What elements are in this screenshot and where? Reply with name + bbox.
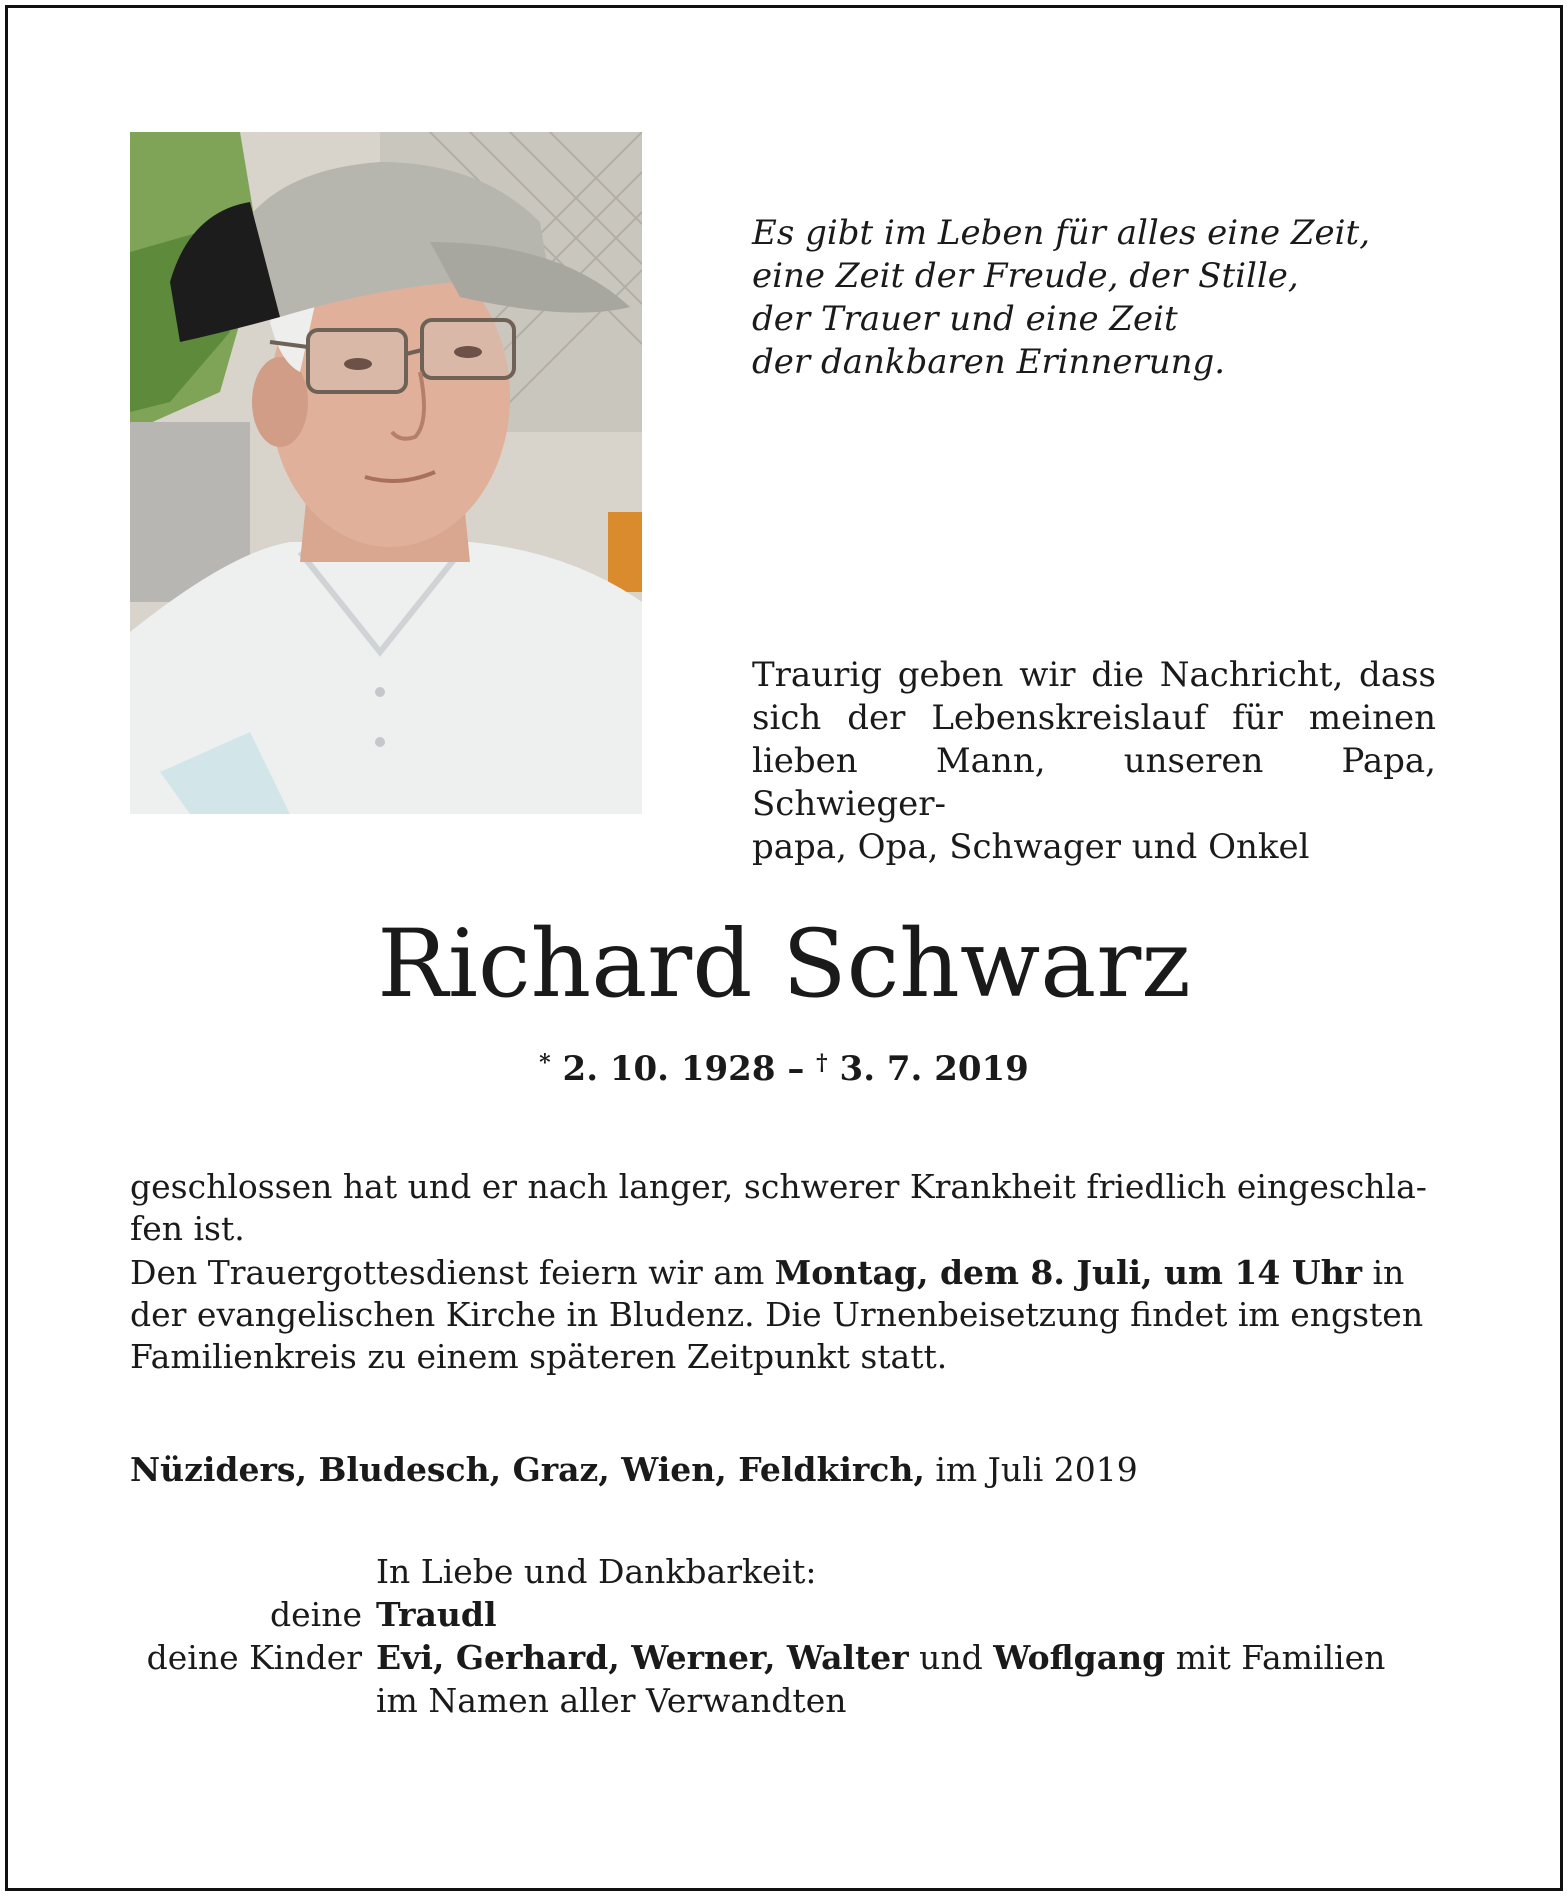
body-line: der evangelischen Kirche in Bludenz. Die Urnenbeisetzung findet im engsten xyxy=(130,1295,1424,1334)
portrait-illustration xyxy=(130,132,642,814)
closing-heading-row xyxy=(130,1550,1440,1593)
announcement-body xyxy=(130,1166,1440,1378)
relatives-text: im Namen aller Verwandten xyxy=(376,1681,847,1720)
passing-paragraph xyxy=(130,1166,1440,1250)
places-and-date xyxy=(130,1448,1138,1492)
last-child-name: Woflgang xyxy=(993,1638,1166,1677)
closing-heading: In Liebe und Dankbarkeit: xyxy=(376,1552,817,1591)
birth-symbol: * xyxy=(539,1050,551,1076)
body-line: Familienkreis zu einem späteren Zeitpunkt statt. xyxy=(130,1337,948,1376)
deceased-name: Richard Schwarz xyxy=(377,910,1191,1019)
places-date: im Juli 2019 xyxy=(924,1450,1138,1489)
children-label: deine Kinder xyxy=(146,1638,362,1677)
service-suffix: in xyxy=(1362,1253,1405,1292)
service-date: Montag, dem 8. Juli, um 14 Uhr xyxy=(774,1253,1362,1292)
places-towns: Nüziders, Bludesch, Graz, Wien, Feldkirch, xyxy=(130,1450,925,1489)
service-paragraph xyxy=(130,1252,1440,1378)
death-date: 3. 7. 2019 xyxy=(839,1049,1029,1089)
birth-date: 2. 10. 1928 xyxy=(562,1049,776,1089)
intro-line: sich der Lebenskreislauf für meinen xyxy=(752,698,1436,738)
death-symbol: † xyxy=(816,1050,828,1076)
poem-line: Es gibt im Leben für alles eine Zeit, xyxy=(752,213,1371,253)
intro-paragraph xyxy=(752,654,1436,869)
service-line xyxy=(130,1252,1440,1294)
intro-line: lieben Mann, unseren Papa, Schwieger- xyxy=(752,741,1436,824)
closing-signatures xyxy=(130,1550,1440,1722)
children-names: Evi, Gerhard, Werner, Walter xyxy=(376,1638,909,1677)
wife-row xyxy=(130,1593,1440,1636)
wife-label: deine xyxy=(270,1595,362,1634)
service-prefix: Den Trauergottesdienst feiern wir am xyxy=(130,1253,775,1292)
children-row xyxy=(130,1636,1440,1679)
portrait-photo xyxy=(130,132,642,814)
poem-line: der Trauer und eine Zeit xyxy=(752,299,1178,339)
body-line: geschlossen hat und er nach langer, schwerer Krankheit friedlich eingeschla- xyxy=(130,1167,1427,1206)
and-word: und xyxy=(908,1638,994,1677)
poem-line: der dankbaren Erinnerung. xyxy=(752,342,1226,382)
intro-line: Traurig geben wir die Nachricht, dass xyxy=(752,655,1436,695)
life-dates xyxy=(0,1038,1568,1094)
intro-line: papa, Opa, Schwager und Onkel xyxy=(752,827,1310,867)
poem-line: eine Zeit der Freude, der Stille, xyxy=(752,256,1299,296)
poem-quote xyxy=(752,212,1452,384)
with-families: mit Familien xyxy=(1165,1638,1386,1677)
date-dash: – xyxy=(787,1049,805,1089)
wife-name: Traudl xyxy=(376,1595,497,1634)
body-line: fen ist. xyxy=(130,1209,245,1248)
relatives-row xyxy=(130,1679,1440,1722)
